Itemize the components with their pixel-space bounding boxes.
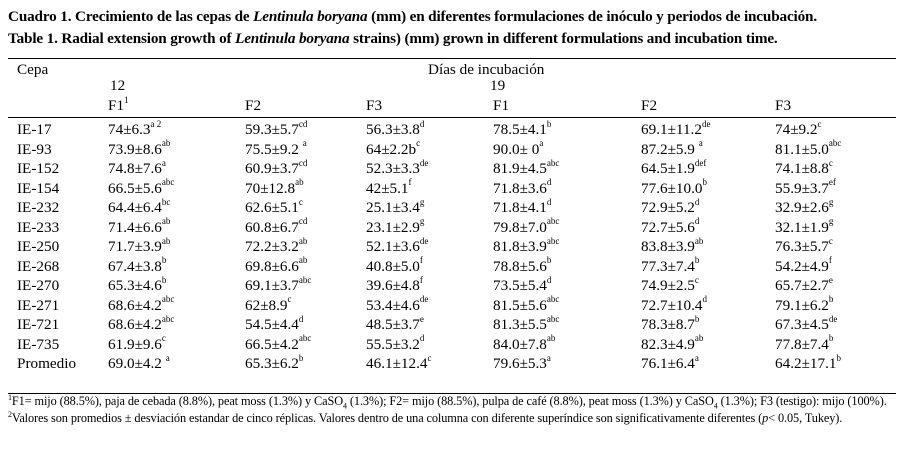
significance-letters: c (817, 118, 822, 129)
significance-letters: a (694, 352, 699, 363)
cell-value: 84.0±7.8 (493, 335, 547, 353)
table-cell (366, 315, 424, 334)
table-cell (108, 354, 170, 373)
caption-text: (mm) en diferentes formulaciones de inóculo y periodos de incubación. (367, 8, 817, 25)
footnote-marker: 2 (8, 409, 12, 419)
table-cell (108, 257, 166, 276)
significance-letters: b (828, 333, 834, 344)
cell-value: 53.4±4.6 (366, 296, 420, 314)
cell-value: 74±6.3 (108, 121, 151, 138)
cell-value: 69.0±4.2 (108, 355, 166, 372)
cell-value: 69.8±6.6 (245, 257, 299, 275)
table-cell (366, 257, 423, 276)
cell-value: 74.1±8.8 (775, 160, 829, 177)
table-cell (775, 237, 833, 256)
cell-value: 55.9±3.7 (775, 179, 829, 197)
table-cell (641, 120, 710, 139)
cell-value: 64±2.2b (366, 140, 417, 158)
cell-value: 77.6±10.0 (641, 179, 703, 197)
significance-letters: g (828, 196, 834, 207)
significance-letters: abc (546, 216, 560, 227)
significance-letters: g (419, 196, 425, 207)
table-cell (108, 296, 174, 315)
table-cell (108, 179, 174, 198)
table-cell (366, 237, 428, 256)
cell-value: 75.5±9.2 (245, 140, 303, 158)
significance-letters: a (165, 352, 170, 363)
significance-letters: e (828, 274, 833, 285)
significance-letters: ab (298, 255, 308, 266)
table-cell (366, 354, 432, 373)
table-cell (108, 237, 170, 256)
table-cell (641, 237, 703, 256)
cell-value: 32.9±2.6 (775, 199, 829, 216)
cell-value: 72.7±10.4 (641, 296, 703, 314)
table-cell (493, 354, 551, 373)
cell-value: 55.5±3.2 (366, 335, 420, 353)
table-cell (245, 335, 311, 354)
table-cell (493, 257, 551, 276)
cell-value: 48.5±3.7 (366, 316, 420, 333)
significance-letters: ef (828, 177, 836, 188)
significance-letters: d (694, 216, 700, 227)
table-cell (493, 198, 551, 217)
significance-letters: ab (694, 333, 704, 344)
significance-letters: f (419, 274, 423, 285)
cell-value: 40.8±5.0 (366, 257, 420, 275)
table-caption (8, 6, 898, 50)
cell-value: 71.8±3.6 (493, 179, 547, 197)
cell-value: 52.3±3.3 (366, 160, 420, 177)
cell-value: 69.1±3.7 (245, 277, 299, 294)
table-cell (641, 218, 699, 237)
significance-letters: abc (546, 157, 560, 168)
table-cell (366, 159, 428, 178)
table-cell (641, 276, 699, 295)
significance-letters: a 2 (150, 118, 162, 129)
significance-letters: f (408, 177, 412, 188)
significance-letters: abc (161, 177, 175, 188)
footnote-text: < 0.05, Tukey). (768, 410, 843, 425)
table-cell (366, 335, 424, 354)
table-cell (108, 198, 170, 217)
species-name: Lentinula boryana (235, 30, 350, 47)
table-cell (108, 140, 170, 159)
significance-letters: c (287, 294, 292, 305)
significance-letters: de (419, 294, 429, 305)
strain-label: IE-735 (17, 335, 60, 353)
significance-letters: abc (546, 313, 560, 324)
table-cell (493, 296, 559, 315)
table-cell (245, 159, 307, 178)
table-cell (775, 354, 841, 373)
cell-value: 78.8±5.6 (493, 257, 547, 275)
significance-letters: abc (828, 138, 842, 149)
cell-value: 78.5±4.1 (493, 121, 547, 138)
header-dias-incubacion: Días de incubación (428, 61, 545, 78)
header-formulation: F3 (366, 97, 383, 114)
significance-letters: d (694, 196, 700, 207)
significance-letters: b (546, 255, 552, 266)
footnote-text: Valores son promedios ± desviación estandar de cinco réplicas. Valores dentro de una columna con diferente superíndice son significativamente diferentes ( (11, 410, 763, 425)
significance-letters: b (161, 274, 167, 285)
cell-value: 69.1±11.2 (641, 121, 702, 138)
significance-letters: b (546, 118, 552, 129)
table-cell (366, 140, 420, 159)
cell-value: 81.1±5.0 (775, 140, 829, 158)
header-cepa: Cepa (17, 61, 49, 78)
footnote-text: (1.3%); F3 (testigo): mijo (100%). (717, 394, 887, 408)
table-cell (493, 315, 559, 334)
cell-value: 64.5±1.9 (641, 160, 695, 177)
table-cell (245, 237, 307, 256)
significance-letters: d (546, 274, 552, 285)
table-cell (108, 120, 161, 139)
table-cell (245, 354, 303, 373)
cell-value: 54.2±4.9 (775, 257, 829, 275)
significance-letters: abc (161, 313, 175, 324)
significance-letters: g (828, 216, 834, 227)
cell-value: 73.5±5.4 (493, 277, 547, 294)
cell-value: 67.4±3.8 (108, 257, 162, 275)
significance-letters: ab (295, 177, 304, 188)
strain-label: IE-17 (17, 121, 52, 138)
significance-letters: c (427, 352, 432, 363)
significance-letters: abc (546, 235, 560, 246)
cell-value: 64.4±6.4 (108, 199, 162, 216)
table-cell (641, 140, 703, 159)
table-cell (775, 120, 822, 139)
cell-value: 71.8±4.1 (493, 199, 547, 216)
significance-letters: cd (298, 157, 308, 168)
table-cell (775, 198, 833, 217)
table-cell (245, 296, 292, 315)
cell-value: 61.9±9.6 (108, 335, 162, 353)
footnote-marker: 1 (8, 392, 12, 402)
cell-value: 74±9.2 (775, 121, 818, 138)
footnote-text: F1= mijo (88.5%), paja de cebada (8.8%), peat moss (1.3%) y CaSO (11, 394, 344, 408)
cell-value: 76.1±6.4 (641, 355, 695, 372)
significance-letters: b (836, 352, 841, 363)
significance-letters: d (419, 333, 425, 344)
cell-value: 81.9±4.5 (493, 160, 547, 177)
cell-value: 59.3±5.7 (245, 121, 299, 138)
cell-value: 81.5±5.6 (493, 296, 547, 314)
table-cell (108, 218, 170, 237)
significance-letters: b (694, 255, 700, 266)
significance-letters: d (298, 313, 304, 324)
cell-value: 82.3±4.9 (641, 335, 695, 353)
table-cell (641, 179, 707, 198)
table-cell (493, 276, 551, 295)
strain-label: IE-250 (17, 238, 60, 255)
significance-letters: f (828, 255, 832, 266)
table-cell (245, 179, 304, 198)
significance-letters: b (161, 255, 167, 266)
significance-letters: c (828, 235, 833, 246)
table-cell (775, 140, 841, 159)
table-footnote (8, 393, 898, 426)
table-cell (493, 335, 555, 354)
table-cell (366, 296, 428, 315)
significance-letters: abc (298, 333, 312, 344)
table-cell (641, 159, 706, 178)
table-cell (245, 276, 311, 295)
significance-letters: ab (161, 138, 171, 149)
cell-value: 70±12.8 (245, 179, 296, 197)
cell-value: 32.1±1.9 (775, 218, 829, 236)
significance-letters: b (298, 352, 304, 363)
significance-letters: a (161, 157, 166, 168)
header-formulation: F2 (641, 97, 658, 114)
significance-letters: d (702, 294, 707, 305)
table-cell (366, 120, 424, 139)
caption-spanish (8, 6, 898, 28)
table-cell (108, 159, 166, 178)
significance-letters: b (828, 294, 834, 305)
cell-value: 52.1±3.6 (366, 238, 420, 255)
table-cell (641, 354, 699, 373)
cell-value: 79.8±7.0 (493, 218, 547, 236)
table-cell (775, 315, 837, 334)
significance-letters: d (546, 196, 552, 207)
cell-value: 81.8±3.9 (493, 238, 547, 255)
cell-value: 83.8±3.9 (641, 238, 695, 255)
cell-value: 67.3±4.5 (775, 316, 829, 333)
cell-value: 74.9±2.5 (641, 277, 695, 294)
cell-value: 90.0± 0 (493, 140, 540, 158)
cell-value: 68.6±4.2 (108, 316, 162, 333)
cell-value: 77.8±7.4 (775, 335, 829, 353)
significance-letters: def (694, 157, 707, 168)
cell-value: 72.7±5.6 (641, 218, 695, 236)
cell-value: 71.7±3.9 (108, 238, 162, 255)
subscript: 4 (343, 401, 347, 411)
table-cell (245, 198, 303, 217)
table-cell (108, 335, 166, 354)
cell-value: 46.1±12.4 (366, 355, 428, 372)
significance-letters: d (419, 118, 425, 129)
significance-letters: ab (298, 235, 308, 246)
significance-letters: de (419, 157, 429, 168)
strain-label: IE-270 (17, 277, 60, 294)
header-day-12: 12 (110, 77, 126, 94)
header-formulation: F2 (245, 97, 262, 114)
table-cell (245, 257, 307, 276)
table-cell (775, 276, 833, 295)
header-formulation: F3 (775, 97, 792, 114)
header-formulation: F1 (493, 97, 510, 114)
cell-value: 66.5±4.2 (245, 335, 299, 353)
cell-value: 74.8±7.6 (108, 160, 162, 177)
table-cell (641, 335, 703, 354)
table-cell (366, 276, 423, 295)
cell-value: 23.1±2.9 (366, 218, 420, 236)
header-day-19: 19 (490, 77, 506, 94)
table-cell (493, 140, 543, 159)
cell-value: 60.8±6.7 (245, 218, 299, 236)
table-cell (493, 237, 559, 256)
cell-value: 72.9±5.2 (641, 199, 695, 216)
cell-value: 72.2±3.2 (245, 238, 299, 255)
table-cell (775, 296, 833, 315)
significance-letters: c (416, 138, 421, 149)
significance-letters: ab (694, 235, 704, 246)
strain-label: IE-268 (17, 257, 60, 275)
cell-value: 81.3±5.5 (493, 316, 547, 333)
cell-value: 54.5±4.4 (245, 316, 299, 333)
table-cell (366, 198, 424, 217)
significance-letters: a (302, 138, 307, 149)
caption-text: Cuadro 1. Crecimiento de las cepas de (8, 8, 254, 25)
footnote-text: (1.3%); F2= mijo (88.5%), pulpa de café (8.8%), peat moss (1.3%) y CaSO (346, 394, 714, 408)
significance-letters: abc (546, 294, 560, 305)
significance-letters: d (546, 177, 552, 188)
p-value-symbol: p (762, 410, 769, 425)
caption-text: strains) (mm) grown in different formulations and incubation time. (349, 30, 778, 47)
significance-letters: de (419, 235, 429, 246)
cell-value: 71.4±6.6 (108, 218, 162, 236)
significance-letters: g (419, 216, 425, 227)
significance-letters: c (298, 196, 303, 207)
significance-letters: c (694, 274, 699, 285)
table-cell (108, 276, 166, 295)
table-cell (366, 218, 424, 237)
strain-label: IE-154 (17, 179, 60, 197)
table-cell (493, 179, 551, 198)
cell-value: 60.9±3.7 (245, 160, 299, 177)
table-cell (493, 120, 551, 139)
cell-value: 87.2±5.9 (641, 140, 699, 158)
table-cell (641, 198, 699, 217)
cell-value: 39.6±4.8 (366, 277, 420, 294)
cell-value: 77.3±7.4 (641, 257, 695, 275)
significance-letters: ab (161, 235, 171, 246)
cell-value: 64.2±17.1 (775, 355, 837, 372)
strain-label: IE-721 (17, 316, 60, 333)
cell-value: 62±8.9 (245, 296, 288, 314)
footnote-marker: 1 (124, 94, 129, 105)
table-cell (493, 218, 559, 237)
cell-value: 79.6±5.3 (493, 355, 547, 372)
strain-label: Promedio (17, 355, 77, 372)
cell-value: 73.9±8.6 (108, 140, 162, 158)
table-cell (493, 159, 559, 178)
cell-value: 68.6±4.2 (108, 296, 162, 314)
cell-value: 76.3±5.7 (775, 238, 829, 255)
strain-label: IE-232 (17, 199, 60, 216)
table-cell (641, 315, 699, 334)
significance-letters: a (539, 138, 544, 149)
table-header-rule (8, 117, 896, 118)
table-cell (641, 296, 707, 315)
table-cell (245, 120, 307, 139)
table-cell (245, 140, 307, 159)
subscript: 4 (713, 401, 718, 411)
cell-value: 66.5±5.6 (108, 179, 162, 197)
significance-letters: abc (161, 294, 175, 305)
table-cell (775, 159, 833, 178)
significance-letters: e (419, 313, 424, 324)
table-cell (366, 179, 412, 198)
table-cell (775, 257, 832, 276)
caption-english (8, 28, 898, 50)
strain-label: IE-93 (17, 140, 52, 158)
significance-letters: de (701, 118, 711, 129)
strain-label: IE-233 (17, 218, 60, 236)
significance-letters: ab (161, 216, 171, 227)
cell-value: 65.3±6.2 (245, 355, 299, 372)
significance-letters: b (702, 177, 707, 188)
table-cell (775, 335, 833, 354)
significance-letters: a (698, 138, 703, 149)
significance-letters: ab (546, 333, 556, 344)
caption-text: Table 1. Radial extension growth of (8, 30, 236, 47)
strain-label: IE-152 (17, 160, 60, 177)
significance-letters: a (546, 352, 551, 363)
species-name: Lentinula boryana (253, 8, 368, 25)
table-cell (641, 257, 699, 276)
significance-letters: de (828, 313, 838, 324)
table-cell (245, 218, 307, 237)
table-top-rule (8, 58, 896, 59)
header-formulation (108, 96, 129, 115)
cell-value: 62.6±5.1 (245, 199, 299, 216)
cell-value: 79.1±6.2 (775, 296, 829, 314)
cell-value: 65.3±4.6 (108, 277, 162, 294)
significance-letters: cd (298, 216, 308, 227)
significance-letters: c (161, 333, 166, 344)
significance-letters: abc (298, 274, 312, 285)
table-cell (775, 179, 836, 198)
cell-value: 25.1±3.4 (366, 199, 420, 216)
header-formulation-label: F1 (108, 97, 125, 114)
significance-letters: b (694, 313, 700, 324)
significance-letters: f (419, 255, 423, 266)
cell-value: 42±5.1 (366, 179, 409, 197)
strain-label: IE-271 (17, 296, 60, 314)
significance-letters: c (828, 157, 833, 168)
table-cell (245, 315, 303, 334)
table-cell (775, 218, 833, 237)
cell-value: 65.7±2.7 (775, 277, 829, 294)
significance-letters: bc (161, 196, 171, 207)
cell-value: 56.3±3.8 (366, 121, 420, 138)
table-cell (108, 315, 174, 334)
significance-letters: cd (298, 118, 308, 129)
cell-value: 78.3±8.7 (641, 316, 695, 333)
